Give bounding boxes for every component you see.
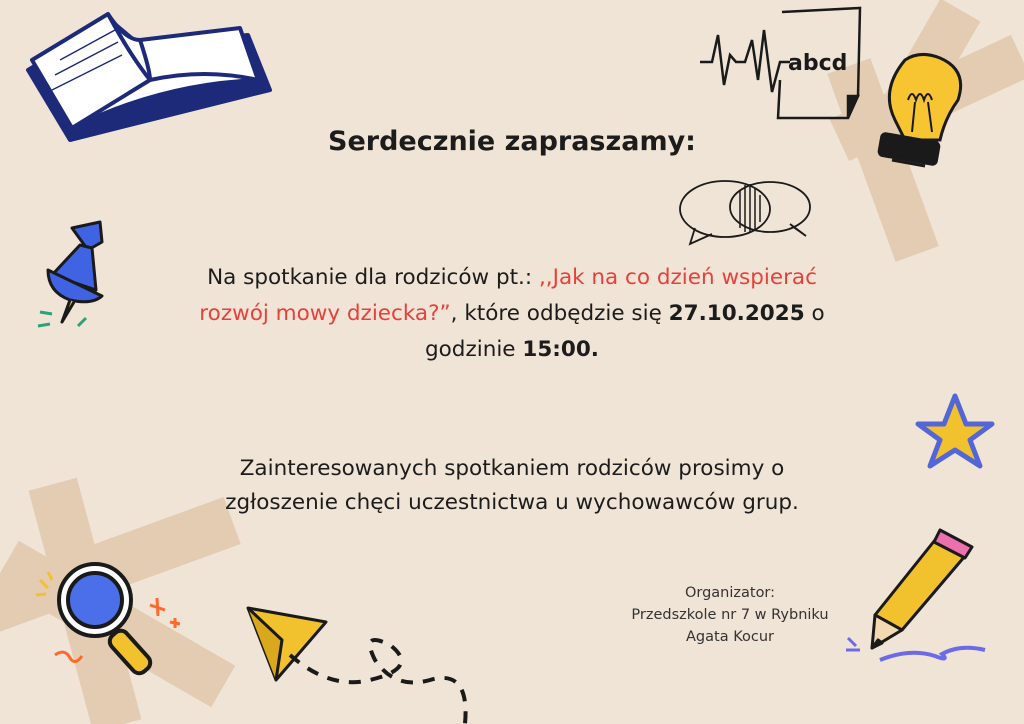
pencil-icon — [872, 530, 972, 648]
meeting-time: 15:00. — [522, 337, 599, 362]
organizer-person: Agata Kocur — [686, 629, 774, 645]
pencil-scribble — [846, 638, 985, 660]
organizer-institution: Przedszkole nr 7 w Rybniku — [631, 607, 829, 623]
speech-bubbles-icon — [680, 181, 810, 244]
meeting-date: 27.10.2025 — [668, 301, 805, 326]
organizer-label: Organizator: — [684, 585, 776, 601]
paper-airplane-icon — [248, 608, 326, 680]
meeting-title-part-1: ,,Jak na co dzień wspierać — [538, 265, 817, 290]
abcd-label: abcd — [788, 51, 848, 76]
invitation-line-2 — [0, 296, 1024, 332]
invitation-text — [0, 260, 1024, 368]
invitation-line-1 — [0, 260, 1024, 296]
book-icon — [28, 14, 270, 140]
invitation-line-3 — [0, 332, 1024, 368]
invitation-o: o — [804, 301, 825, 326]
invitation-hour-label: godzinie — [425, 337, 523, 362]
meeting-title-part-2: rozwój mowy dziecka?” — [199, 301, 451, 326]
invitation-prefix: Na spotkanie dla rodziców pt.: — [207, 265, 539, 290]
invitation-mid: , które odbędzie się — [450, 301, 669, 326]
registration-notice — [0, 452, 1024, 520]
notice-line-1: Zainteresowanych spotkaniem rodziców prosimy o — [239, 456, 785, 481]
page-title: Serdecznie zapraszamy: — [328, 126, 696, 157]
notice-line-2: zgłoszenie chęci uczestnictwa u wychowawców grup. — [225, 490, 799, 515]
dashed-flight-path — [290, 640, 466, 724]
organizer-block — [610, 582, 850, 648]
